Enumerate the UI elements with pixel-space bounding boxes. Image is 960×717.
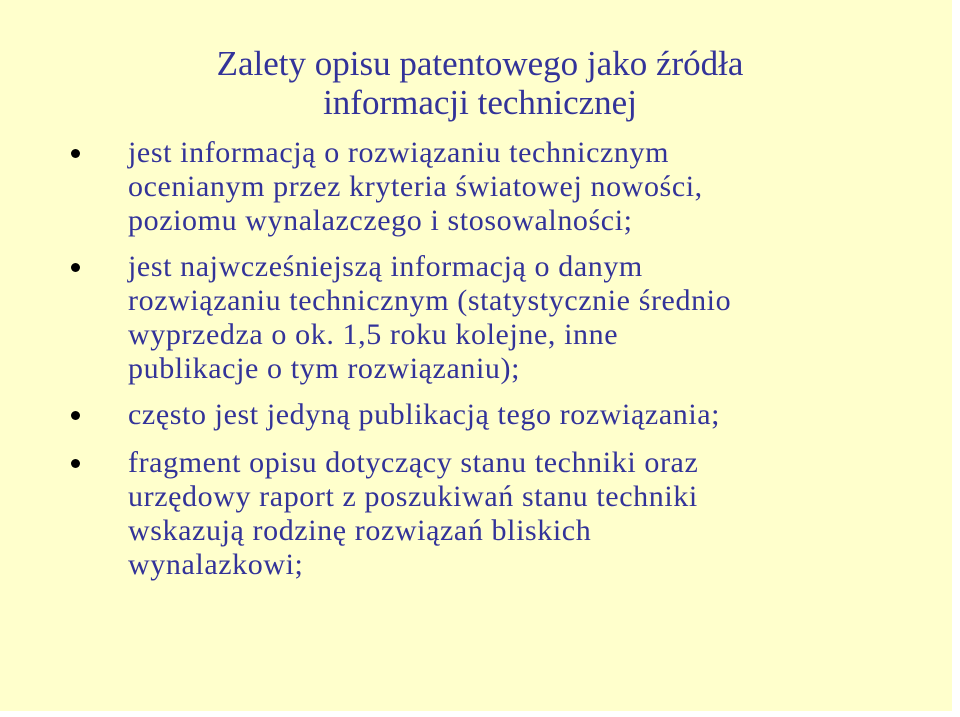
bullet-text [128, 136, 908, 238]
slide-title-line: informacji technicznej [323, 83, 637, 122]
bullet-line: często jest jedyną publikacją tego rozwiązania; [128, 398, 721, 431]
bullet-line: jest informacją o rozwiązaniu technicznym [128, 136, 670, 169]
bullet-text [128, 446, 908, 582]
bullet-line: rozwiązaniu technicznym (statystycznie średnio [128, 284, 732, 317]
slide-title [80, 44, 880, 122]
bullet-dot-icon [71, 263, 80, 272]
bullet-line: wynalazkowi; [128, 548, 304, 581]
bullet-line: publikacje o tym rozwiązaniu); [128, 352, 521, 385]
bullet-line: poziomu wynalazczego i stosowalności; [128, 204, 633, 237]
bullet-line: wskazują rodzinę rozwiązań bliskich [128, 514, 592, 547]
bullet-dot-icon [71, 149, 80, 158]
bullet-line: wyprzedza o ok. 1,5 roku kolejne, inne [128, 318, 619, 351]
bullet-dot-icon [71, 411, 80, 420]
bullet-dot-icon [71, 459, 80, 468]
bullet-line: fragment opisu dotyczący stanu techniki oraz [128, 446, 699, 479]
bullet-text [128, 250, 908, 386]
bullet-text [128, 398, 908, 432]
slide-title-line: Zalety opisu patentowego jako źródła [216, 44, 744, 83]
bullet-line: jest najwcześniejszą informacją o danym [128, 250, 643, 283]
bullet-line: urzędowy raport z poszukiwań stanu techniki [128, 480, 698, 513]
bullet-line: ocenianym przez kryteria światowej nowości, [128, 170, 703, 203]
